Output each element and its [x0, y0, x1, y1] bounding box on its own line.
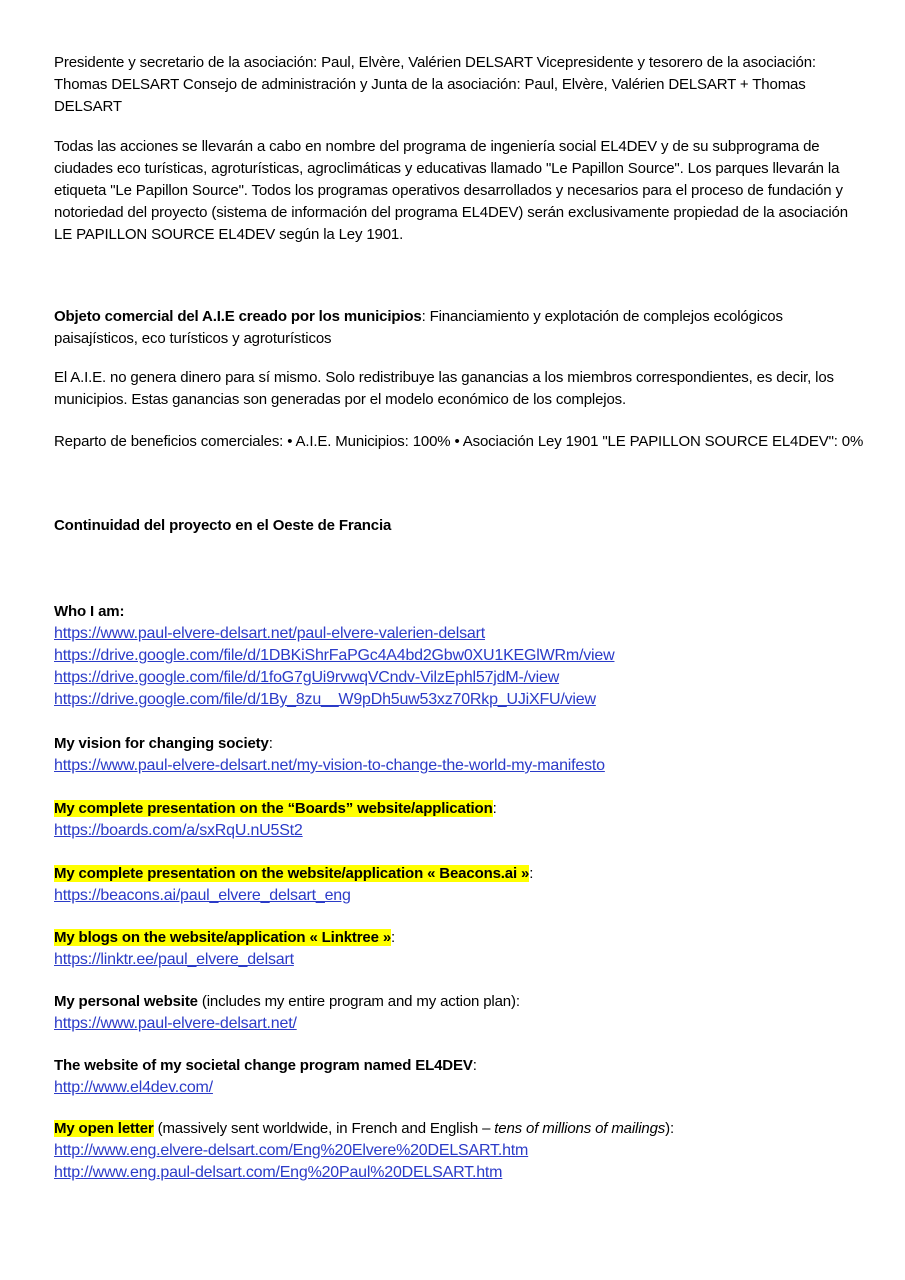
commercial-object-lead: Objeto comercial del A.I.E creado por los municipios [54, 308, 422, 325]
commercial-object-rest: : Financiamiento y explotación de complejos ecológicos paisajísticos, eco turísticos y agroturísticos [54, 308, 783, 347]
heading-personal-website-rest: (includes my entire program and my action plan): [197, 993, 520, 1010]
link-vision-manifesto[interactable]: https://www.paul-elvere-delsart.net/my-vision-to-change-the-world-my-manifesto [54, 757, 605, 774]
heading-linktree-colon: : [391, 929, 396, 946]
heading-beacons [54, 863, 866, 885]
link-open-letter-elvere[interactable]: http://www.eng.elvere-delsart.com/Eng%20Elvere%20DELSART.htm [54, 1142, 529, 1159]
heading-vision-bold: My vision for changing society [54, 735, 269, 752]
heading-open-letter-highlight: My open letter [54, 1120, 154, 1137]
link-open-letter-paul[interactable]: http://www.eng.paul-delsart.com/Eng%20Paul%20DELSART.htm [54, 1164, 503, 1181]
heading-el4dev-website-colon: : [472, 1057, 477, 1074]
heading-boards [54, 798, 866, 820]
heading-open-letter-italic: tens of millions of mailings [494, 1120, 666, 1137]
heading-vision [54, 733, 866, 755]
link-drive-document-1[interactable]: https://drive.google.com/file/d/1DBKiShrFaPGc4A4bd2Gbw0XU1KEGlWRm/view [54, 647, 615, 664]
paragraph-commercial-object [54, 306, 866, 350]
section-beacons [54, 863, 866, 907]
link-el4dev-website[interactable]: http://www.el4dev.com/ [54, 1079, 213, 1096]
paragraph-program-actions: Todas las acciones se llevarán a cabo en nombre del programa de ingeniería social EL4DEV y de su subprograma de ciudades eco turísticas, agroturísticas, agroclimáticas y educativas llamado "Le Papillon Source". Los parques llevarán la etiqueta "Le Papillon Source". Todos los programas operativos desarrollados y necesarios para el proceso de fundación y notoriedad del proyecto (sistema de información del programa EL4DEV) serán exclusivamente propiedad de la asociación LE PAPILLON SOURCE EL4DEV según la Ley 1901. [54, 138, 848, 243]
heading-personal-website [54, 991, 866, 1013]
heading-boards-highlight: My complete presentation on the “Boards” website/application [54, 800, 493, 817]
section-el4dev-website [54, 1055, 866, 1099]
heading-continuity: Continuidad del proyecto en el Oeste de Francia [54, 517, 392, 534]
link-personal-profile[interactable]: https://www.paul-elvere-delsart.net/paul-elvere-valerien-delsart [54, 625, 485, 642]
link-boards-presentation[interactable]: https://boards.com/a/sxRqU.nU5St2 [54, 822, 303, 839]
link-beacons-presentation[interactable]: https://beacons.ai/paul_elvere_delsart_eng [54, 887, 351, 904]
link-drive-document-3[interactable]: https://drive.google.com/file/d/1By_8zu__W9pDh5uw53xz70Rkp_UJiXFU/view [54, 691, 596, 708]
heading-open-letter-end: ): [665, 1120, 675, 1137]
heading-el4dev-website [54, 1055, 866, 1077]
heading-beacons-colon: : [529, 865, 534, 882]
section-open-letter [54, 1118, 866, 1184]
heading-who-i-am: Who I am: [54, 603, 125, 620]
paragraph-aie-redistribution: El A.I.E. no genera dinero para sí mismo. Solo redistribuye las ganancias a los miembros correspondientes, es decir, los municipios. Estas ganancias son generadas por el modelo económico de los complejos. [54, 369, 834, 408]
link-personal-website[interactable]: https://www.paul-elvere-delsart.net/ [54, 1015, 297, 1032]
heading-open-letter-mid: (massively sent worldwide, in French and English – [153, 1120, 495, 1137]
paragraph-association-officers: Presidente y secretario de la asociación: Paul, Elvère, Valérien DELSART Vicepresidente y tesorero de la asociación: Thomas DELSART Consejo de administración y Junta de la asociación: Paul, Elvère, Valérien DELSART + Thomas DELSART [54, 54, 816, 115]
heading-linktree [54, 927, 866, 949]
heading-personal-website-bold: My personal website [54, 993, 198, 1010]
heading-open-letter [54, 1118, 866, 1140]
section-boards [54, 798, 866, 842]
heading-beacons-highlight: My complete presentation on the website/application « Beacons.ai » [54, 865, 530, 882]
heading-boards-colon: : [492, 800, 497, 817]
section-personal-website [54, 991, 866, 1035]
link-linktree-blogs[interactable]: https://linktr.ee/paul_elvere_delsart [54, 951, 294, 968]
link-drive-document-2[interactable]: https://drive.google.com/file/d/1foG7gUi9rvwqVCndv-VilzEphl57jdM-/view [54, 669, 560, 686]
section-linktree [54, 927, 866, 971]
heading-linktree-highlight: My blogs on the website/application « Linktree » [54, 929, 392, 946]
section-vision [54, 733, 866, 777]
section-who-i-am [54, 601, 866, 711]
paragraph-profit-sharing: Reparto de beneficios comerciales: • A.I.E. Municipios: 100% • Asociación Ley 1901 "LE PAPILLON SOURCE EL4DEV": 0% [54, 433, 864, 450]
heading-vision-colon: : [268, 735, 273, 752]
heading-el4dev-website-bold: The website of my societal change program named EL4DEV [54, 1057, 473, 1074]
